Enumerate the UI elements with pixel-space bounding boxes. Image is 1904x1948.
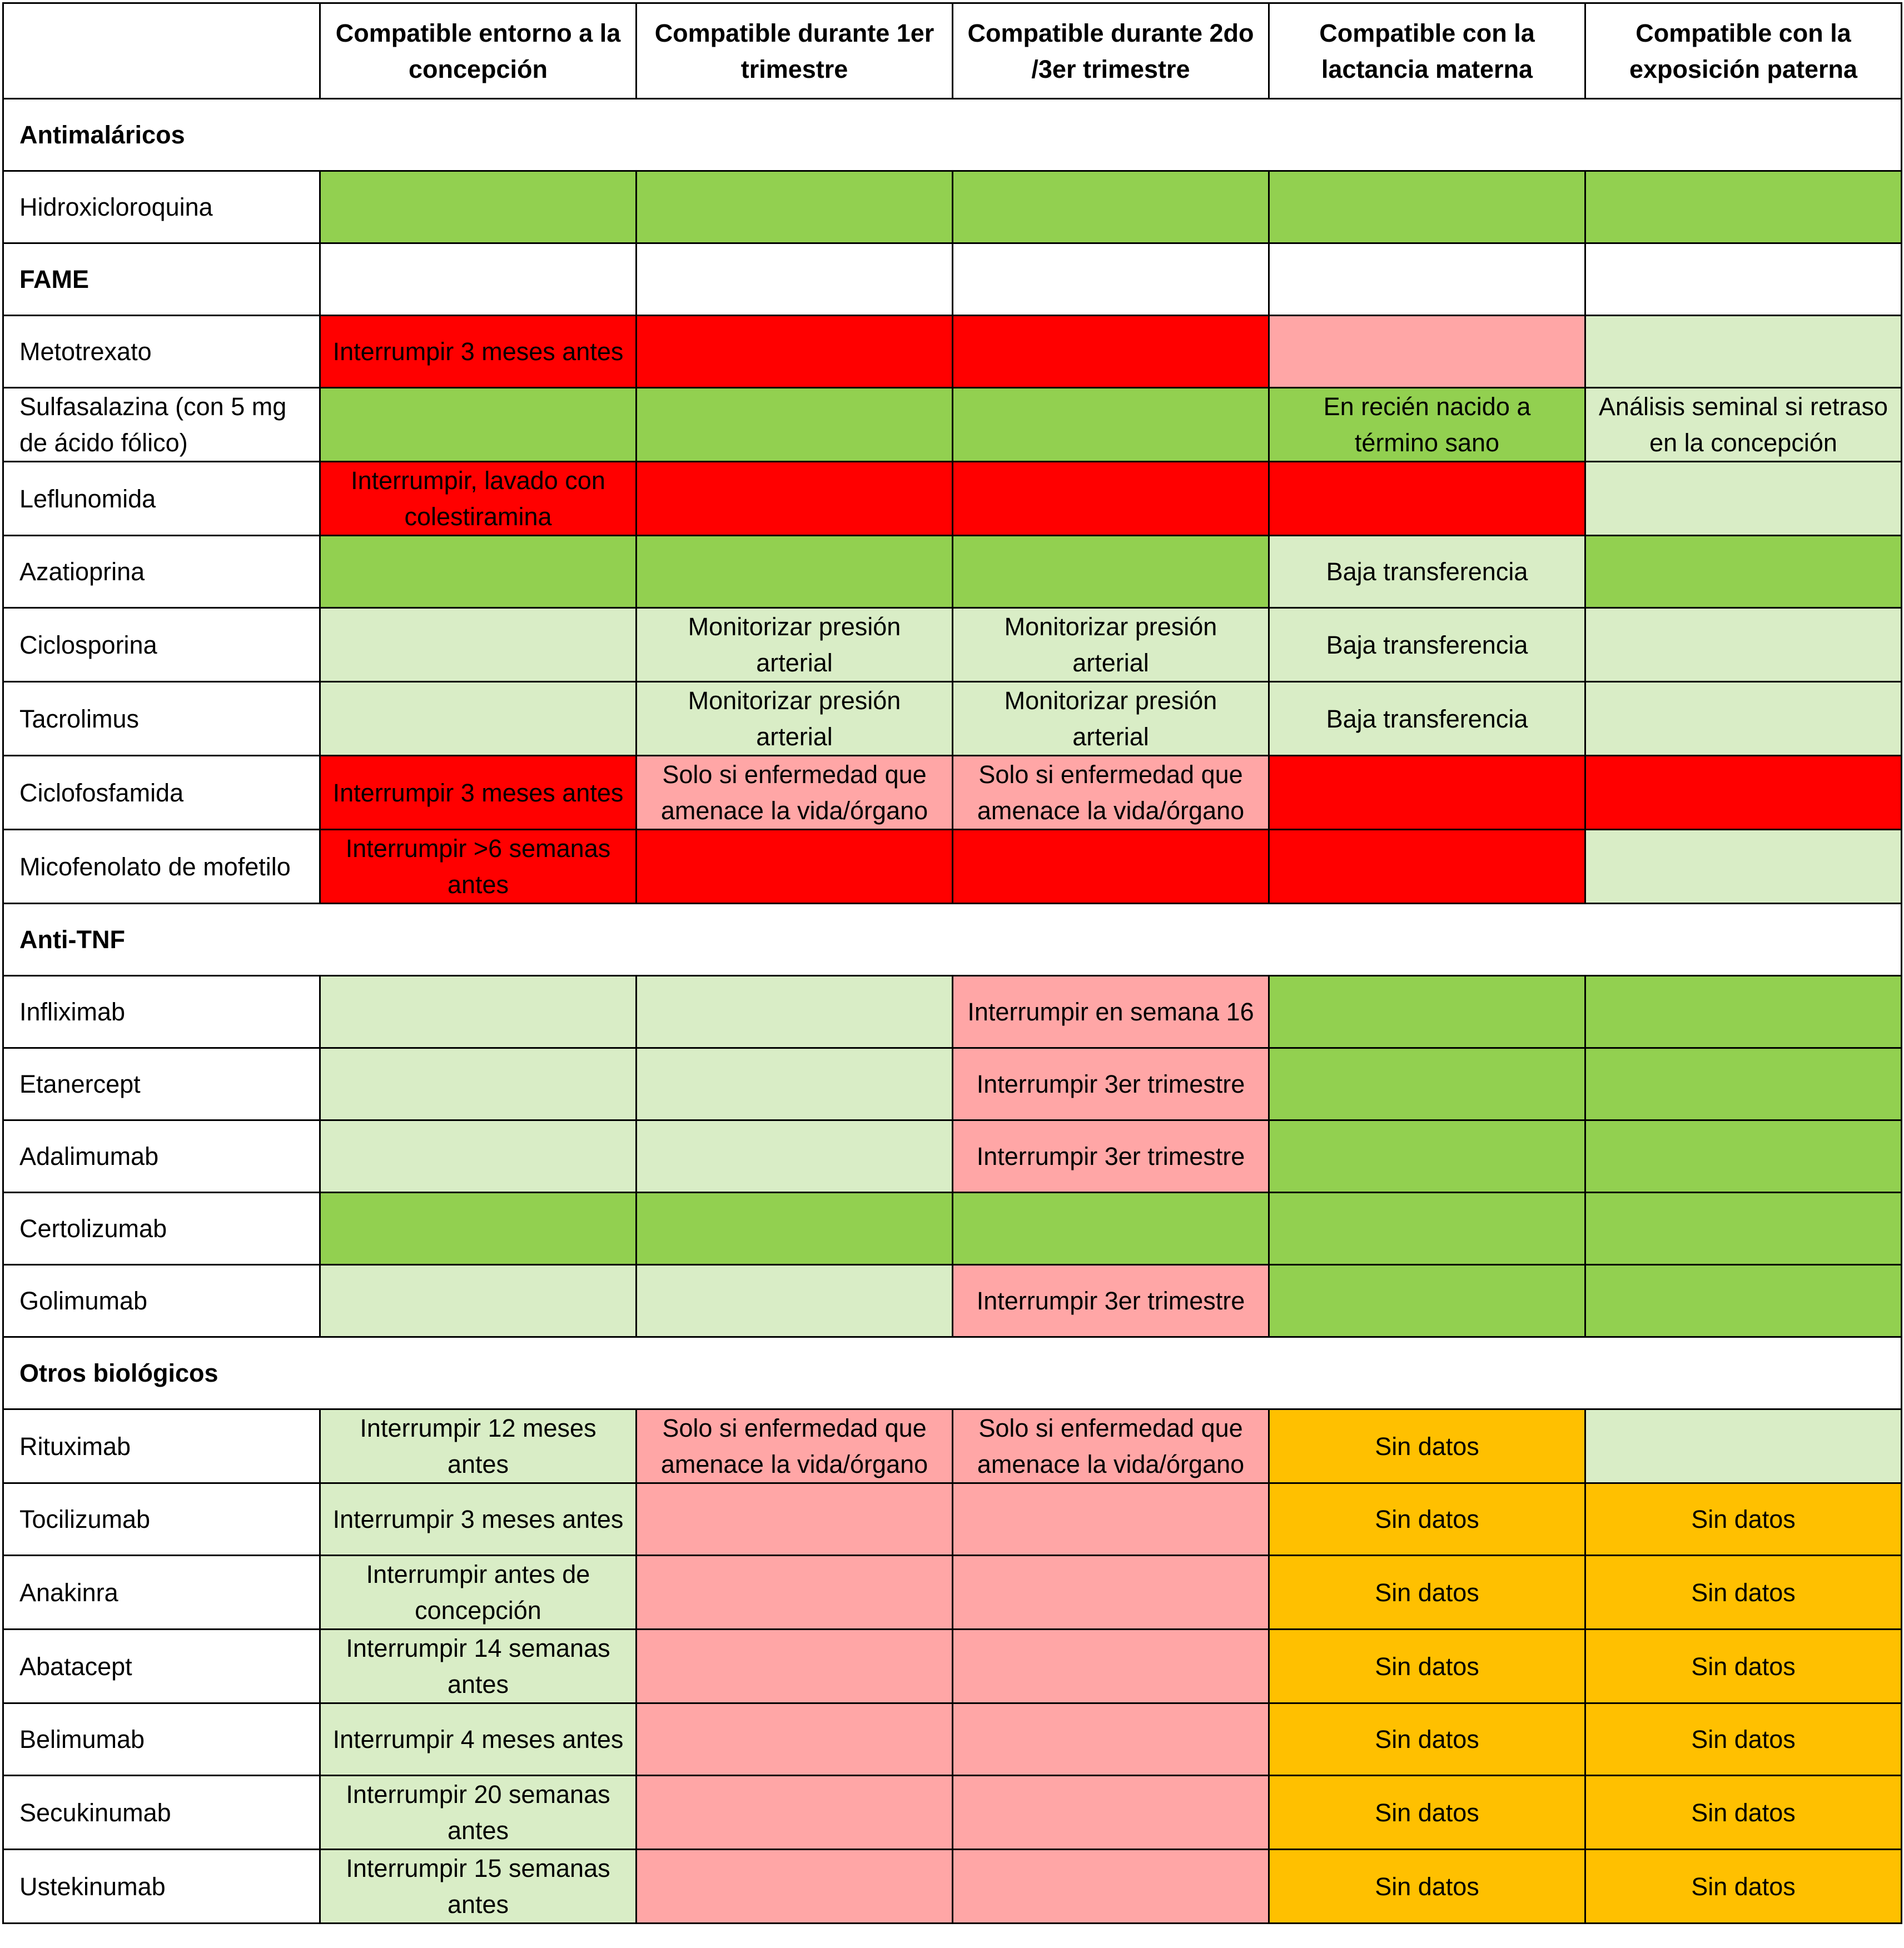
table-row [3, 536, 1902, 608]
compat-cell: Sin datos [1269, 1409, 1585, 1483]
drug-name: Azatioprina [3, 536, 320, 608]
compat-cell: Sin datos [1269, 1776, 1585, 1850]
compat-cell [1585, 682, 1902, 756]
drug-name: Abatacept [3, 1630, 320, 1703]
compat-cell [637, 1483, 953, 1556]
table-row [3, 1556, 1902, 1630]
table-row [3, 830, 1902, 904]
compat-cell [1269, 462, 1585, 536]
section-title: Antimaláricos [3, 99, 1902, 171]
drug-name: Metotrexato [3, 316, 320, 388]
compat-cell: Sin datos [1269, 1703, 1585, 1776]
header-cell-conception: Compatible entorno a la concepción [320, 3, 637, 99]
compat-cell: En recién nacido a término sano [1269, 388, 1585, 462]
table-row [3, 1850, 1902, 1924]
compat-cell [320, 536, 637, 608]
compat-cell [637, 388, 953, 462]
compat-cell: Solo si enfermedad que amenace la vida/órgano [953, 756, 1269, 830]
table-row [3, 1193, 1902, 1265]
drug-compatibility-table [2, 2, 1902, 1924]
table-row [3, 1776, 1902, 1850]
compat-cell [953, 462, 1269, 536]
compat-cell [953, 1703, 1269, 1776]
drug-name: Etanercept [3, 1048, 320, 1120]
header-cell-empty [3, 3, 320, 99]
table-row [3, 1483, 1902, 1556]
table-row [3, 1048, 1902, 1120]
compat-cell: Sin datos [1269, 1850, 1585, 1924]
compat-cell: Interrumpir 14 semanas antes [320, 1630, 637, 1703]
table-row [3, 1409, 1902, 1483]
compat-cell: Interrumpir 12 meses antes [320, 1409, 637, 1483]
compat-cell [320, 1120, 637, 1193]
drug-name: Adalimumab [3, 1120, 320, 1193]
drug-name: Ciclofosfamida [3, 756, 320, 830]
compat-cell [637, 1630, 953, 1703]
compat-cell [1269, 1120, 1585, 1193]
compat-cell [1585, 316, 1902, 388]
drug-name: Certolizumab [3, 1193, 320, 1265]
empty-cell [637, 243, 953, 316]
compat-cell [1585, 608, 1902, 682]
empty-cell [320, 243, 637, 316]
compat-cell [953, 1556, 1269, 1630]
compat-cell [320, 1193, 637, 1265]
drug-name: Rituximab [3, 1409, 320, 1483]
drug-name: Leflunomida [3, 462, 320, 536]
compat-cell: Interrumpir 3 meses antes [320, 756, 637, 830]
compat-cell: Interrumpir en semana 16 [953, 976, 1269, 1048]
compat-cell [1269, 171, 1585, 243]
empty-cell [1269, 243, 1585, 316]
table-row [3, 462, 1902, 536]
compat-cell [320, 1048, 637, 1120]
section-title: FAME [3, 243, 320, 316]
compat-cell: Sin datos [1585, 1850, 1902, 1924]
compat-cell: Interrumpir >6 semanas antes [320, 830, 637, 904]
drug-name: Anakinra [3, 1556, 320, 1630]
compat-cell [320, 1265, 637, 1337]
compat-cell [320, 171, 637, 243]
section-title: Anti-TNF [3, 904, 1902, 976]
compat-cell [953, 388, 1269, 462]
compat-cell [637, 830, 953, 904]
compat-cell [637, 1193, 953, 1265]
compat-cell: Análisis seminal si retraso en la concepción [1585, 388, 1902, 462]
compat-cell [1585, 1193, 1902, 1265]
section-row [3, 904, 1902, 976]
compat-cell [637, 1850, 953, 1924]
compat-cell [637, 462, 953, 536]
table-row [3, 1265, 1902, 1337]
compat-cell [637, 976, 953, 1048]
compat-cell: Baja transferencia [1269, 608, 1585, 682]
section-row [3, 243, 1902, 316]
empty-cell [1585, 243, 1902, 316]
compat-cell [953, 1630, 1269, 1703]
compat-cell [637, 1703, 953, 1776]
compat-cell [1585, 1265, 1902, 1337]
compat-cell [637, 1048, 953, 1120]
compat-cell [953, 1193, 1269, 1265]
compat-cell: Interrumpir 15 semanas antes [320, 1850, 637, 1924]
compat-cell: Interrumpir 20 semanas antes [320, 1776, 637, 1850]
compat-cell [1269, 830, 1585, 904]
compat-cell [320, 682, 637, 756]
drug-name: Sulfasalazina (con 5 mg de ácido fólico) [3, 388, 320, 462]
compat-cell [1585, 1048, 1902, 1120]
compat-cell [953, 1483, 1269, 1556]
empty-cell [953, 243, 1269, 316]
compat-cell [320, 388, 637, 462]
compat-cell: Sin datos [1585, 1556, 1902, 1630]
compat-cell: Interrumpir 3er trimestre [953, 1120, 1269, 1193]
section-title: Otros biológicos [3, 1337, 1902, 1409]
compat-cell [637, 171, 953, 243]
compat-cell: Sin datos [1269, 1556, 1585, 1630]
drug-name: Hidroxicloroquina [3, 171, 320, 243]
compat-cell: Solo si enfermedad que amenace la vida/órgano [637, 1409, 953, 1483]
compat-cell [1269, 756, 1585, 830]
compat-cell [1585, 1120, 1902, 1193]
compat-cell: Interrumpir 3 meses antes [320, 316, 637, 388]
header-row [3, 3, 1902, 99]
compat-cell: Interrumpir, lavado con colestiramina [320, 462, 637, 536]
compat-cell [1585, 756, 1902, 830]
compat-cell [1269, 976, 1585, 1048]
compat-cell [953, 830, 1269, 904]
compat-cell [1269, 1048, 1585, 1120]
compat-cell [1585, 976, 1902, 1048]
compat-cell: Baja transferencia [1269, 536, 1585, 608]
drug-name: Infliximab [3, 976, 320, 1048]
section-row [3, 1337, 1902, 1409]
table-row [3, 1630, 1902, 1703]
table-row [3, 608, 1902, 682]
compat-cell [1585, 462, 1902, 536]
compat-cell: Interrumpir antes de concepción [320, 1556, 637, 1630]
compat-cell [637, 1120, 953, 1193]
compat-cell [637, 1556, 953, 1630]
compat-cell [953, 1776, 1269, 1850]
table-row [3, 388, 1902, 462]
compat-cell: Sin datos [1269, 1630, 1585, 1703]
drug-name: Tacrolimus [3, 682, 320, 756]
drug-name: Ustekinumab [3, 1850, 320, 1924]
drug-name: Ciclosporina [3, 608, 320, 682]
compat-cell: Monitorizar presión arterial [637, 608, 953, 682]
compat-cell [953, 536, 1269, 608]
compat-cell: Monitorizar presión arterial [953, 608, 1269, 682]
table-row [3, 682, 1902, 756]
compat-cell: Baja transferencia [1269, 682, 1585, 756]
header-cell-paternal-exposure: Compatible con la exposición paterna [1585, 3, 1902, 99]
compat-cell [637, 1776, 953, 1850]
compat-cell [320, 976, 637, 1048]
compat-cell [637, 316, 953, 388]
table-row [3, 316, 1902, 388]
compat-cell [637, 1265, 953, 1337]
compat-cell [953, 1850, 1269, 1924]
compat-cell: Interrumpir 3 meses antes [320, 1483, 637, 1556]
table-row [3, 1703, 1902, 1776]
table-row [3, 1120, 1902, 1193]
compat-cell: Sin datos [1585, 1703, 1902, 1776]
compat-cell [1585, 536, 1902, 608]
drug-name: Golimumab [3, 1265, 320, 1337]
table-row [3, 976, 1902, 1048]
compat-cell: Interrumpir 4 meses antes [320, 1703, 637, 1776]
header-cell-second-third-trimester: Compatible durante 2do /3er trimestre [953, 3, 1269, 99]
header-cell-breastfeeding: Compatible con la lactancia materna [1269, 3, 1585, 99]
compat-cell: Sin datos [1585, 1483, 1902, 1556]
drug-name: Tocilizumab [3, 1483, 320, 1556]
compat-cell [637, 536, 953, 608]
compat-cell [1269, 1193, 1585, 1265]
table-row [3, 171, 1902, 243]
compat-cell [1585, 171, 1902, 243]
compat-cell: Solo si enfermedad que amenace la vida/órgano [637, 756, 953, 830]
drug-name: Micofenolato de mofetilo [3, 830, 320, 904]
compat-cell [953, 171, 1269, 243]
compat-cell: Monitorizar presión arterial [953, 682, 1269, 756]
compat-cell: Interrumpir 3er trimestre [953, 1048, 1269, 1120]
compat-cell: Solo si enfermedad que amenace la vida/órgano [953, 1409, 1269, 1483]
compat-cell [320, 608, 637, 682]
compat-cell: Sin datos [1269, 1483, 1585, 1556]
table-row [3, 756, 1902, 830]
compat-cell: Sin datos [1585, 1776, 1902, 1850]
drug-name: Belimumab [3, 1703, 320, 1776]
compat-cell [1269, 1265, 1585, 1337]
compat-cell [1585, 830, 1902, 904]
compat-cell: Monitorizar presión arterial [637, 682, 953, 756]
section-row [3, 99, 1902, 171]
compat-cell [1269, 316, 1585, 388]
compat-cell [1585, 1409, 1902, 1483]
table-body [3, 3, 1902, 1924]
compat-cell: Sin datos [1585, 1630, 1902, 1703]
compat-cell [953, 316, 1269, 388]
compat-cell: Interrumpir 3er trimestre [953, 1265, 1269, 1337]
header-cell-first-trimester: Compatible durante 1er trimestre [637, 3, 953, 99]
drug-name: Secukinumab [3, 1776, 320, 1850]
